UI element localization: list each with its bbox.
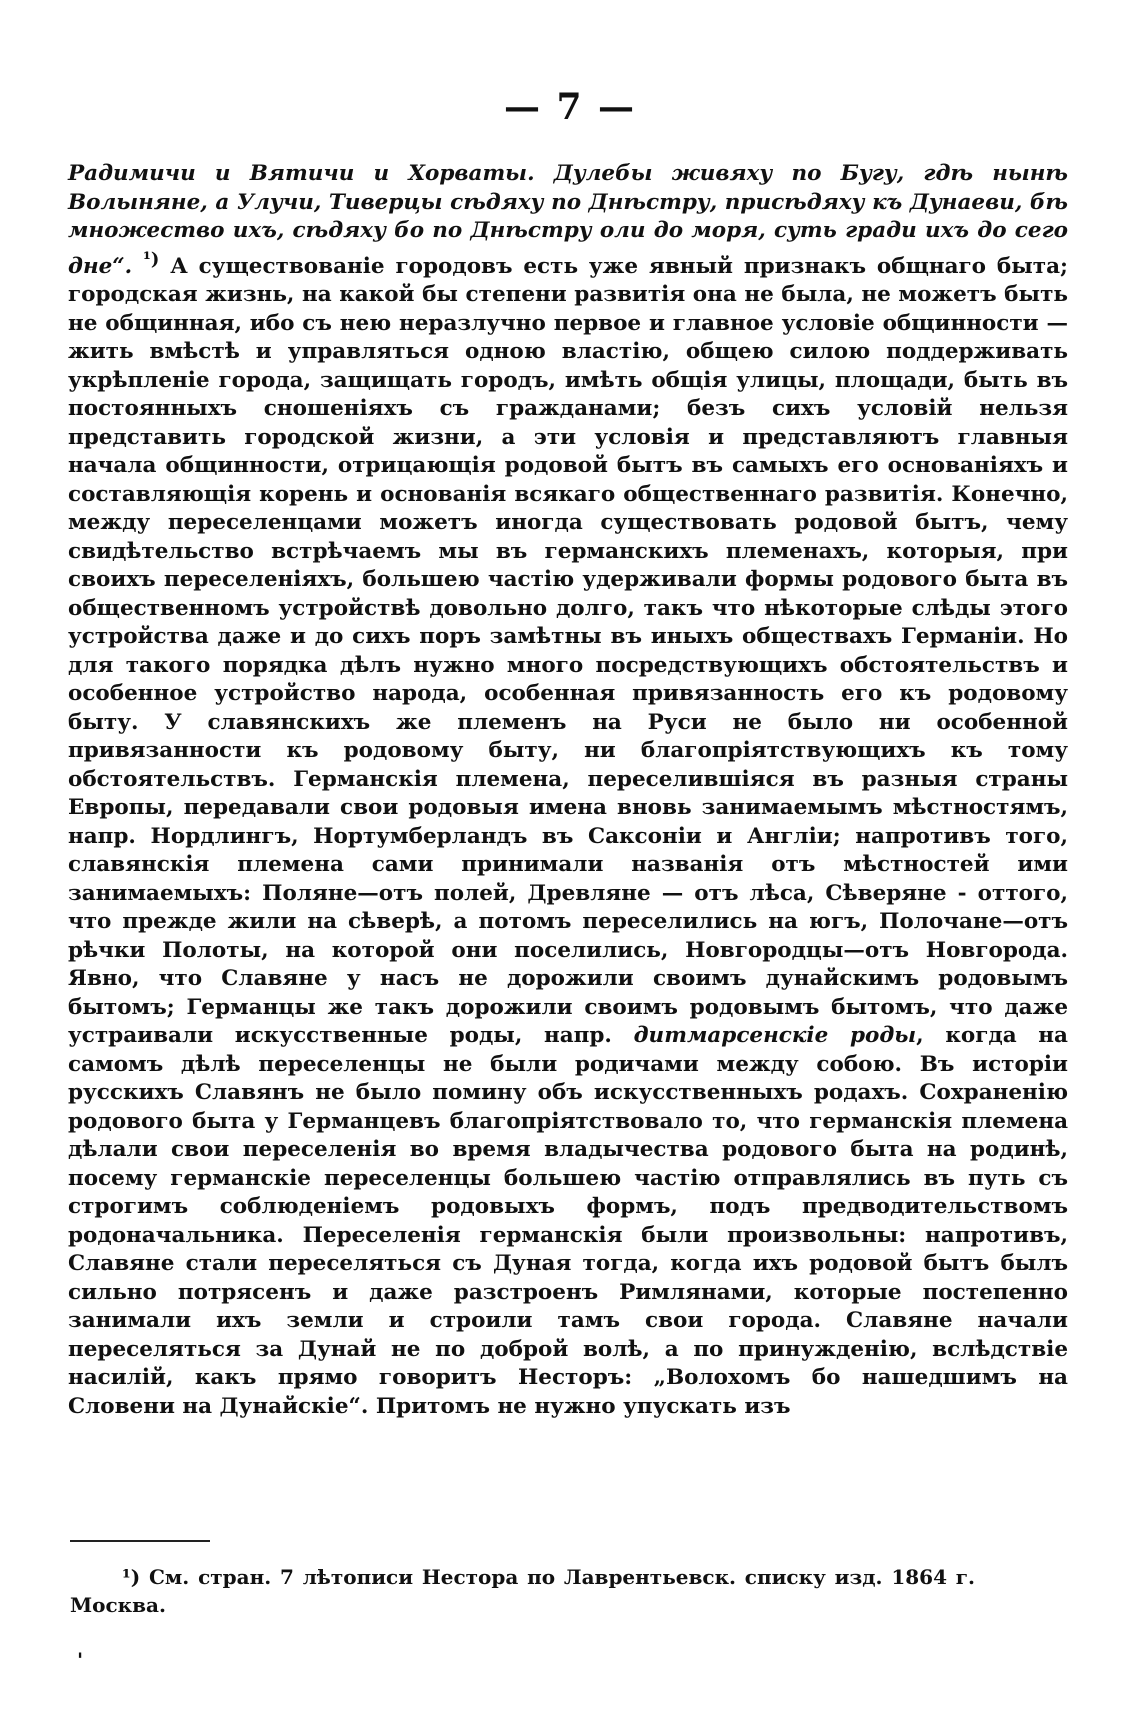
footnote-reference: ¹)	[143, 248, 160, 270]
body-paragraph	[68, 160, 1068, 1421]
page-number: — 7 —	[503, 86, 637, 128]
paragraph-text-part-1: А существованіе городовъ есть уже явный признакъ общнаго быта; городская жизнь, на какой бы степени развитія она не была, не можетъ быть не общинная, ибо съ нею неразлучно первое и главное условіе общинности — жить вмѣстѣ и управляться одною властію, общею силою поддерживать укрѣпленіе города, защищать городъ, имѣть общія улицы, площади, быть въ постоянныхъ сношеніяхъ съ гражданами; безъ сихъ условій нельзя представить городской жизни, а эти условія и представляютъ главныя начала общинности, отрицающія родовой бытъ въ самыхъ его основаніяхъ и составляющія корень и основанія всякаго общественнаго развитія. Конечно, между переселенцами можетъ иногда существовать родовой бытъ, чему свидѣтельство встрѣчаемъ мы въ германскихъ племенахъ, которыя, при своихъ переселеніяхъ, большею частію удерживали формы родового быта въ общественномъ устройствѣ довольно долго, такъ что нѣкоторые слѣды этого устройства даже и до сихъ поръ замѣтны въ иныхъ обществахъ Германіи. Но для такого порядка дѣлъ нужно много посредствующихъ обстоятельствъ и особенное устройство народа, особенная привязанность его къ родовому быту. У славянскихъ же племенъ на Руси не было ни особенной привязанности къ родовому быту, ни благопріятствующихъ къ тому обстоятельствъ. Германскія племена, переселившіяся въ разныя страны Европы, передавали свои родовыя имена вновь занимаемымъ мѣстностямъ, напр. Нордлингъ, Нортумберландъ въ Саксоніи и Англіи; напротивъ того, славянскія племена сами принимали названія отъ мѣстностей ими занимаемыхъ: Поляне—отъ полей, Древляне — отъ лѣса, Сѣверяне - оттого, что прежде жили на сѣверѣ, а потомъ переселились на югъ, Полочане—отъ рѣчки Полоты, на которой они поселились, Новгородцы—отъ Новгорода. Явно, что Славяне у насъ не дорожили своимъ дунайскимъ родовымъ бытомъ; Германцы же такъ дорожили своимъ родовымъ бытомъ, что даже устраивали искусственные роды, напр.	[68, 253, 1068, 1049]
paragraph-text-part-2: , когда на самомъ дѣлѣ переселенцы не были родичами между собою. Въ исторіи русскихъ Славянъ не было помину объ искусственныхъ родахъ. Сохраненію родового быта у Германцевъ благопріятствовало то, что германскія племена дѣлали свои переселенія во время владычества родового быта на родинѣ, посему германскіе переселенцы большею частію отправлялись въ путь съ строгимъ соблюденіемъ родовыхъ формъ, подъ предводительствомъ родоначальника. Переселенія германскія были произвольны: напротивъ, Славяне стали переселяться съ Дуная тогда, когда ихъ родовой бытъ былъ сильно потрясенъ и даже разстроенъ Римлянами, которые постепенно занимали ихъ земли и строили тамъ свои города. Славяне начали переселяться за Дунай не по доброй волѣ, а по принужденію, вслѣдствіе насилій, какъ прямо говоритъ Несторъ: „Волохомъ бо нашедшимъ на Словени на Дунайскіе“. Притомъ не нужно упускать изъ	[68, 1023, 1068, 1419]
stray-print-mark: '	[77, 1648, 84, 1672]
footnote: ¹) См. стран. 7 лѣтописи Нестора по Лаврентьевск. списку изд. 1864 г. Москва.	[70, 1565, 975, 1617]
emphasized-term: дитмарсенскіе роды	[633, 1023, 917, 1049]
footnote-divider	[70, 1540, 210, 1542]
quoted-chronicle-text: Радимичи и Вятичи и Хорваты. Дулебы живяху по Бугу, гдѣ нынѣ Волыняне, а Улучи, Тиверцы сѣдяху по Днѣстру, присѣдяху къ Дунаеви, бѣ множество ихъ, сѣдяху бо по Днѣстру оли до моря, суть гради ихъ до сего дне“.	[68, 161, 1068, 279]
